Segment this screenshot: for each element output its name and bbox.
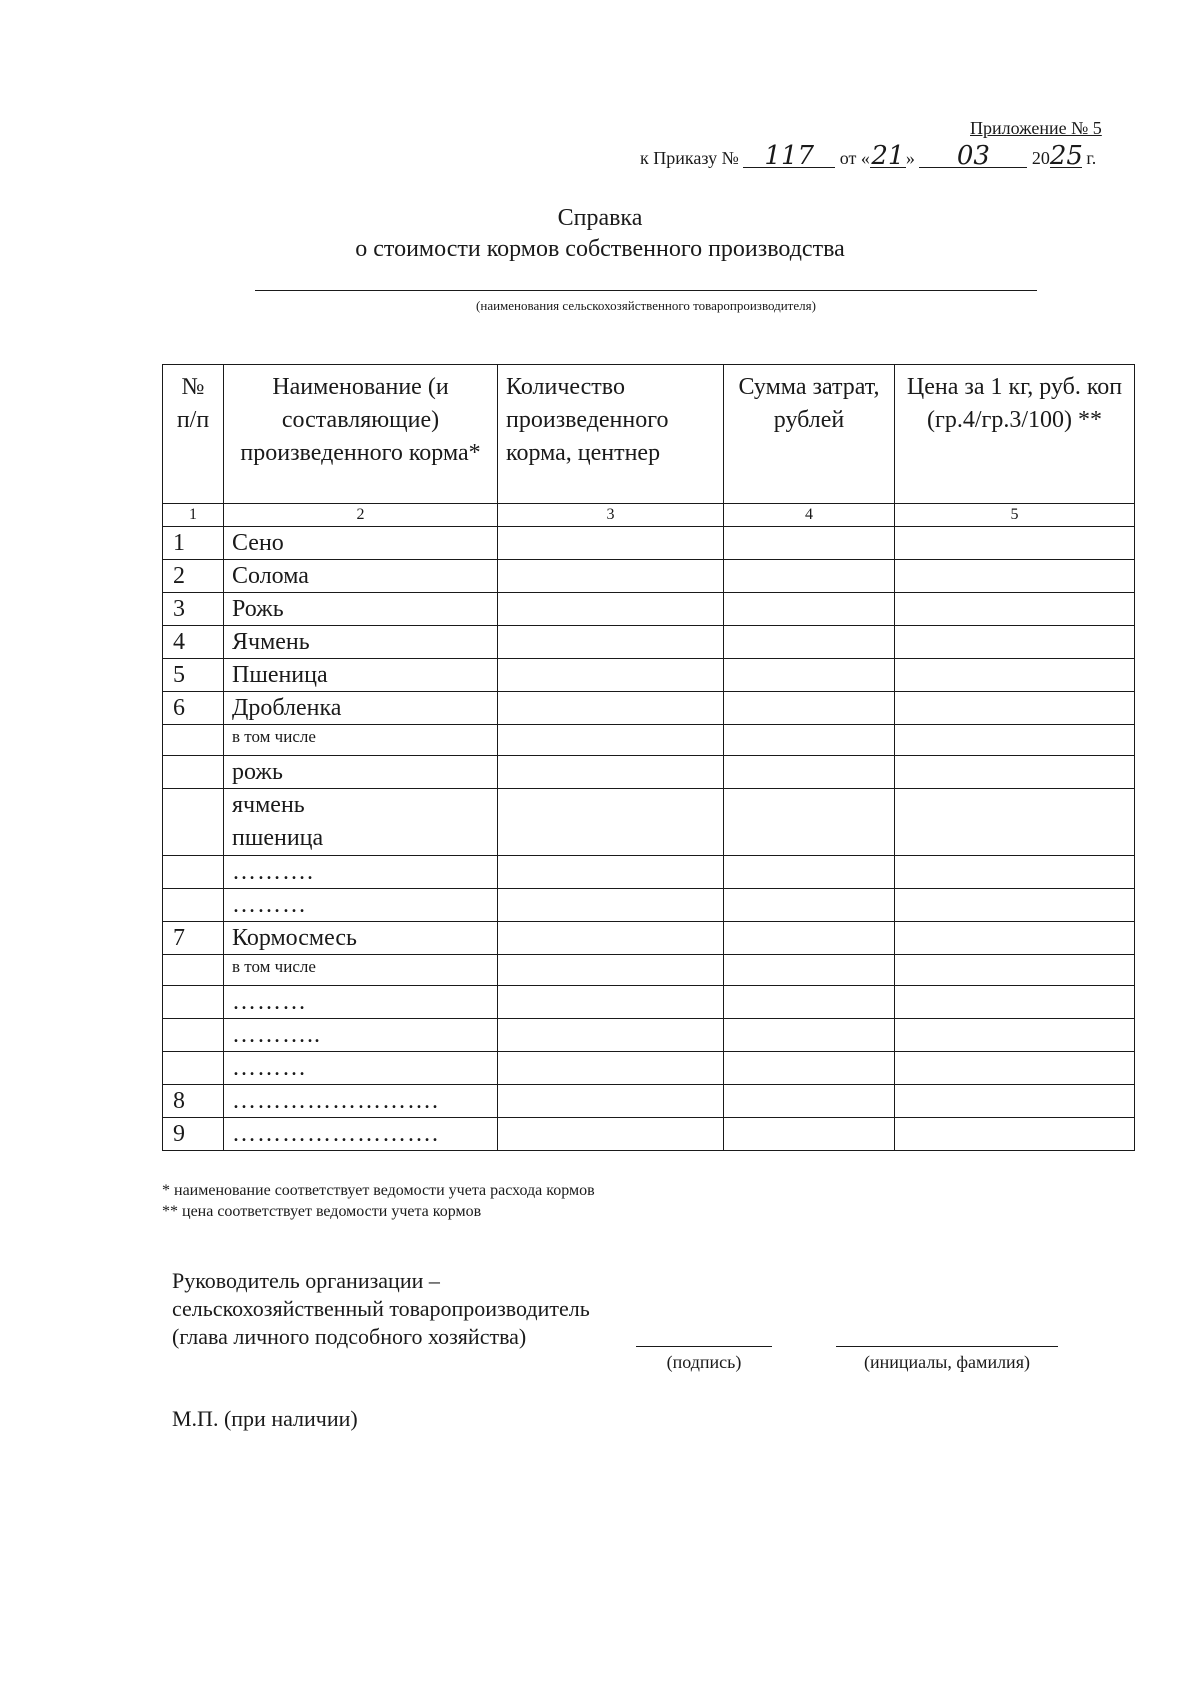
document-title: Справка (557, 205, 643, 231)
quantity-cell[interactable] (498, 560, 724, 593)
table-row (163, 756, 1135, 789)
signatory-title-line2: сельскохозяйственный товаропроизводитель (172, 1296, 590, 1321)
feed-name: Сено (224, 527, 498, 560)
cost-cell[interactable] (724, 692, 895, 725)
footnote-2: ** цена соответствует ведомости учета кормов (162, 1203, 482, 1220)
column-number: 2 (224, 504, 498, 527)
price-cell[interactable] (895, 1052, 1135, 1085)
cost-cell[interactable] (724, 922, 895, 955)
feed-name: Дробленка (224, 692, 498, 725)
signatory-title-line1: Руководитель организации – (172, 1268, 440, 1293)
name-line[interactable] (836, 1346, 1058, 1347)
placeholder-dots: ……… (224, 1052, 498, 1085)
price-cell[interactable] (895, 560, 1135, 593)
table-row (163, 626, 1135, 659)
price-cell[interactable] (895, 626, 1135, 659)
order-year: 25 (1049, 141, 1083, 171)
producer-name-line (255, 290, 1037, 291)
row-number: 8 (163, 1085, 224, 1118)
table-row (163, 986, 1135, 1019)
row-number (163, 856, 224, 889)
signature-caption: (подпись) (666, 1352, 742, 1372)
feed-name: Пшеница (224, 659, 498, 692)
cost-cell[interactable] (724, 1118, 895, 1151)
component-name: рожь (224, 756, 498, 789)
year-unit: г. (1086, 148, 1097, 168)
quantity-cell[interactable] (498, 955, 724, 986)
header-price: Цена за 1 кг, руб. коп (гр.4/гр.3/100) ** (895, 365, 1135, 504)
table-row (163, 560, 1135, 593)
column-number: 1 (163, 504, 224, 527)
table-header-row (163, 365, 1135, 504)
row-number: 7 (163, 922, 224, 955)
row-number: 4 (163, 626, 224, 659)
row-number: 3 (163, 593, 224, 626)
day-close-quote: » (905, 148, 915, 168)
table-row (163, 1085, 1135, 1118)
cost-cell[interactable] (724, 593, 895, 626)
quantity-cell[interactable] (498, 593, 724, 626)
name-caption: (инициалы, фамилия) (864, 1352, 1030, 1372)
cost-cell[interactable] (724, 626, 895, 659)
cost-cell[interactable] (724, 856, 895, 889)
quantity-cell[interactable] (498, 1052, 724, 1085)
including-label: в том числе (224, 955, 498, 986)
quantity-cell[interactable] (498, 756, 724, 789)
table-row (163, 527, 1135, 560)
from-label: от « (839, 148, 870, 168)
price-cell[interactable] (895, 922, 1135, 955)
table-row (163, 593, 1135, 626)
placeholder-dots: ……………………. (224, 1085, 498, 1118)
component-name: пшеница (232, 825, 324, 851)
order-reference (640, 141, 1097, 171)
column-number: 3 (498, 504, 724, 527)
quantity-cell[interactable] (498, 986, 724, 1019)
quantity-cell[interactable] (498, 1019, 724, 1052)
table-row (163, 1118, 1135, 1151)
feed-name: Кормосмесь (224, 922, 498, 955)
table-row (163, 1052, 1135, 1085)
table-row (163, 659, 1135, 692)
header-name: Наименование (и составляющие) произведенного корма* (224, 365, 498, 504)
row-number (163, 725, 224, 756)
row-number (163, 955, 224, 986)
row-number: 9 (163, 1118, 224, 1151)
table-row (163, 856, 1135, 889)
price-cell[interactable] (895, 1118, 1135, 1151)
cost-cell[interactable] (724, 756, 895, 789)
cost-cell[interactable] (724, 527, 895, 560)
placeholder-dots: ………. (224, 856, 498, 889)
price-cell[interactable] (895, 789, 1135, 856)
cost-cell[interactable] (724, 986, 895, 1019)
price-cell[interactable] (895, 725, 1135, 756)
row-number (163, 889, 224, 922)
header-cost-sum: Сумма затрат, рублей (724, 365, 895, 504)
quantity-cell[interactable] (498, 1118, 724, 1151)
table-row (163, 955, 1135, 986)
placeholder-dots: ……………………. (224, 1118, 498, 1151)
price-cell[interactable] (895, 756, 1135, 789)
price-cell[interactable] (895, 527, 1135, 560)
column-numbers-row (163, 504, 1135, 527)
column-number: 5 (895, 504, 1135, 527)
row-number (163, 789, 224, 856)
quantity-cell[interactable] (498, 659, 724, 692)
placeholder-dots: ……… (224, 986, 498, 1019)
quantity-cell[interactable] (498, 856, 724, 889)
order-day: 21 (871, 141, 905, 171)
quantity-cell[interactable] (498, 692, 724, 725)
header-quantity: Количество произведенного корма, центнер (498, 365, 724, 504)
feed-name: Солома (224, 560, 498, 593)
year-prefix: 20 (1031, 148, 1050, 168)
order-number: 117 (743, 145, 835, 168)
placeholder-dots: ……… (224, 889, 498, 922)
feed-cost-table (162, 364, 1135, 1151)
table-row (163, 922, 1135, 955)
row-number: 2 (163, 560, 224, 593)
feed-name: Рожь (224, 593, 498, 626)
cost-cell[interactable] (724, 1085, 895, 1118)
row-number (163, 986, 224, 1019)
row-number (163, 1019, 224, 1052)
component-names (224, 789, 498, 856)
row-number (163, 1052, 224, 1085)
cost-cell[interactable] (724, 659, 895, 692)
cost-cell[interactable] (724, 1052, 895, 1085)
order-month: 03 (919, 145, 1027, 168)
signatory-title-line3: (глава личного подсобного хозяйства) (172, 1324, 527, 1349)
footnote-1: * наименование соответствует ведомости учета расхода кормов (162, 1182, 595, 1199)
cost-cell[interactable] (724, 1019, 895, 1052)
cost-cell[interactable] (724, 789, 895, 856)
price-cell[interactable] (895, 1019, 1135, 1052)
quantity-cell[interactable] (498, 922, 724, 955)
table-row (163, 889, 1135, 922)
quantity-cell[interactable] (498, 626, 724, 659)
header-number: № п/п (163, 365, 224, 504)
price-cell[interactable] (895, 955, 1135, 986)
price-cell[interactable] (895, 659, 1135, 692)
cost-cell[interactable] (724, 560, 895, 593)
price-cell[interactable] (895, 692, 1135, 725)
seal-label: М.П. (при наличии) (172, 1406, 358, 1431)
table-row (163, 725, 1135, 756)
row-number: 6 (163, 692, 224, 725)
row-number: 1 (163, 527, 224, 560)
price-cell[interactable] (895, 889, 1135, 922)
quantity-cell[interactable] (498, 725, 724, 756)
price-cell[interactable] (895, 593, 1135, 626)
producer-caption: (наименования сельскохозяйственного товаропроизводителя) (476, 298, 816, 313)
cost-cell[interactable] (724, 889, 895, 922)
column-number: 4 (724, 504, 895, 527)
cost-cell[interactable] (724, 725, 895, 756)
signature-line[interactable] (636, 1346, 772, 1347)
appendix-label: Приложение № 5 (970, 118, 1102, 138)
quantity-cell[interactable] (498, 527, 724, 560)
quantity-cell[interactable] (498, 789, 724, 856)
quantity-cell[interactable] (498, 889, 724, 922)
row-number: 5 (163, 659, 224, 692)
quantity-cell[interactable] (498, 1085, 724, 1118)
order-prefix: к Приказу № (640, 148, 739, 168)
price-cell[interactable] (895, 1085, 1135, 1118)
cost-cell[interactable] (724, 955, 895, 986)
placeholder-dots: ……….. (224, 1019, 498, 1052)
table-row (163, 1019, 1135, 1052)
price-cell[interactable] (895, 856, 1135, 889)
feed-name: Ячмень (224, 626, 498, 659)
table-row (163, 692, 1135, 725)
price-cell[interactable] (895, 986, 1135, 1019)
component-name: ячмень (232, 792, 305, 818)
table-row (163, 789, 1135, 856)
document-subtitle: о стоимости кормов собственного производства (355, 236, 845, 262)
including-label: в том числе (224, 725, 498, 756)
row-number (163, 756, 224, 789)
